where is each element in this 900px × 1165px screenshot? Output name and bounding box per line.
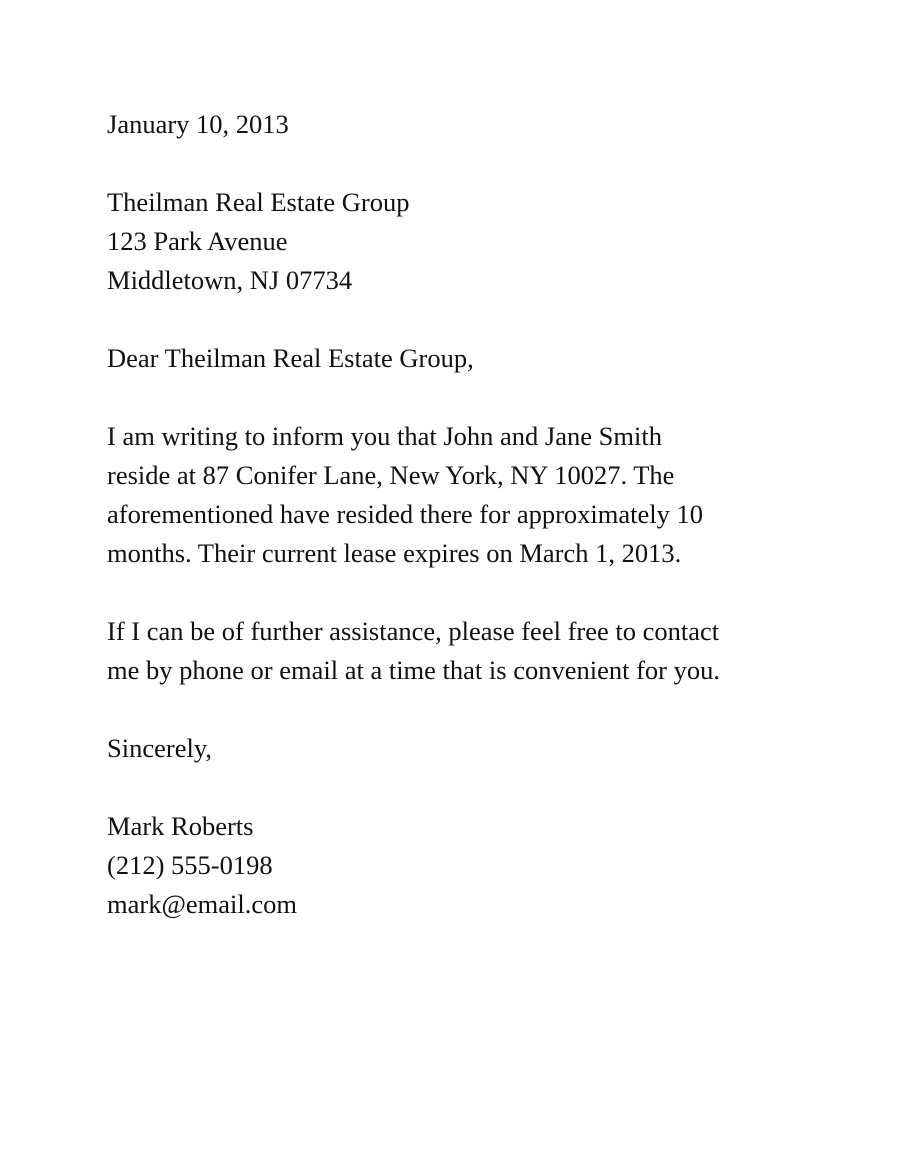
paragraph-line: I am writing to inform you that John and Jane Smith bbox=[107, 421, 662, 451]
body-paragraph-2 bbox=[107, 612, 807, 690]
spacer bbox=[107, 573, 807, 612]
body-paragraph-1 bbox=[107, 417, 807, 573]
letter-body bbox=[107, 105, 807, 924]
spacer bbox=[107, 300, 807, 339]
recipient-address-block bbox=[107, 183, 807, 300]
signer-phone: (212) 555-0198 bbox=[107, 850, 273, 880]
spacer bbox=[107, 768, 807, 807]
paragraph-line: aforementioned have resided there for approximately 10 bbox=[107, 499, 704, 529]
salutation: Dear Theilman Real Estate Group, bbox=[107, 343, 474, 373]
signer-name: Mark Roberts bbox=[107, 811, 254, 841]
spacer bbox=[107, 378, 807, 417]
recipient-name: Theilman Real Estate Group bbox=[107, 187, 410, 217]
letter-date: January 10, 2013 bbox=[107, 109, 289, 139]
spacer bbox=[107, 144, 807, 183]
signature-block bbox=[107, 807, 807, 924]
signer-email: mark@email.com bbox=[107, 889, 297, 919]
paragraph-line: If I can be of further assistance, please feel free to contact bbox=[107, 616, 720, 646]
closing: Sincerely, bbox=[107, 733, 212, 763]
recipient-street: 123 Park Avenue bbox=[107, 226, 288, 256]
paragraph-line: reside at 87 Conifer Lane, New York, NY 10027. The bbox=[107, 460, 675, 490]
recipient-city-state-zip: Middletown, NJ 07734 bbox=[107, 265, 353, 295]
paragraph-line: months. Their current lease expires on March 1, 2013. bbox=[107, 538, 682, 568]
paragraph-line: me by phone or email at a time that is convenient for you. bbox=[107, 655, 721, 685]
spacer bbox=[107, 690, 807, 729]
